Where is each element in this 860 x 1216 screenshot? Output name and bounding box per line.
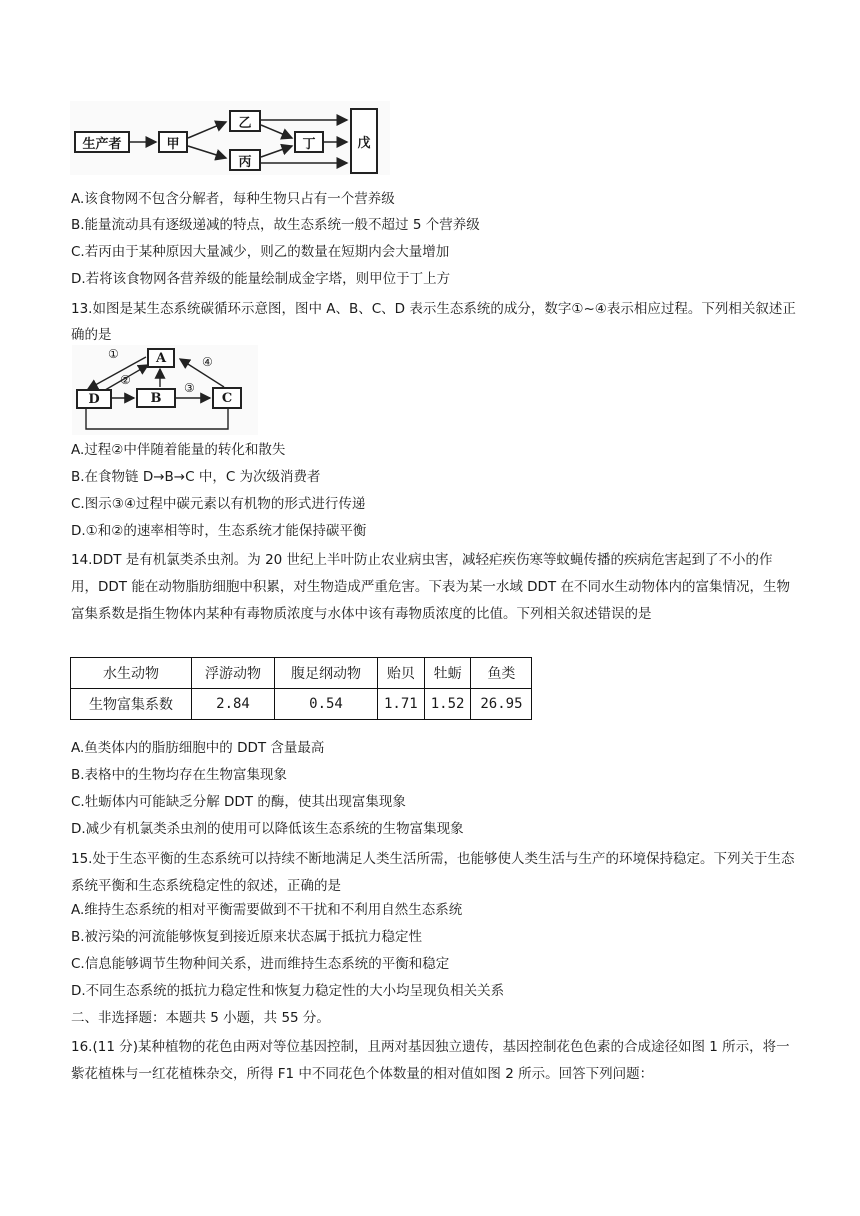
table-cell: 生物富集系数 (71, 689, 192, 720)
node-producer: 生产者 (74, 131, 130, 153)
table-cell: 腹足纲动物 (275, 658, 378, 689)
node-c: C (212, 387, 242, 409)
q14-option-a: A.鱼类体内的脂肪细胞中的 DDT 含量最高 (71, 740, 325, 756)
node-d: D (76, 389, 112, 409)
q12-option-a: A.该食物网不包含分解者，每种生物只占有一个营养级 (71, 191, 395, 207)
q13-option-c: C.图示③④过程中碳元素以有机物的形式进行传递 (71, 496, 366, 512)
q14-option-c: C.牡蛎体内可能缺乏分解 DDT 的酶，使其出现富集现象 (71, 794, 406, 810)
q13-option-a: A.过程②中伴随着能量的转化和散失 (71, 442, 286, 458)
label-p4: ④ (202, 355, 213, 369)
label-p3: ③ (184, 381, 195, 395)
node-b: B (136, 388, 176, 408)
q15-option-a: A.维持生态系统的相对平衡需要做到不干扰和不利用自然生态系统 (71, 902, 463, 918)
table-cell: 1.52 (424, 689, 471, 720)
q15-stem: 15.处于生态平衡的生态系统可以持续不断地满足人类生活所需，也能够使人类生活与生产的环境保持稳定。下列关于生态系统平衡和生态系统稳定性的叙述，正确的是 (71, 851, 795, 894)
q13-option-b: B.在食物链 D→B→C 中，C 为次级消费者 (71, 469, 321, 485)
ddt-table (70, 657, 532, 720)
label-p1: ① (108, 347, 119, 361)
node-yi: 乙 (229, 110, 261, 132)
table-header-row (71, 658, 532, 689)
table-cell: 水生动物 (71, 658, 192, 689)
carbon-cycle-diagram (72, 345, 258, 435)
table-cell: 1.71 (378, 689, 425, 720)
q13-option-d: D.①和②的速率相等时，生态系统才能保持碳平衡 (71, 523, 367, 539)
node-a: A (147, 348, 175, 368)
q16-stem: 16.(11 分)某种植物的花色由两对等位基因控制，且两对基因独立遗传，基因控制花色色素的合成途径如图 1 所示，将一紫花植株与一红花植株杂交，所得 F1 中不同花色个体数量的相对值如图 2 所示。回答下列问题： (71, 1039, 790, 1082)
node-ding: 丁 (294, 131, 324, 153)
table-cell: 牡蛎 (424, 658, 471, 689)
q15-option-c: C.信息能够调节生物种间关系，进而维持生态系统的平衡和稳定 (71, 956, 450, 972)
table-cell: 浮游动物 (192, 658, 275, 689)
q13-stem: 13.如图是某生态系统碳循环示意图，图中 A、B、C、D 表示生态系统的成分，数字①~④表示相应过程。下列相关叙述正确的是 (71, 301, 796, 343)
section-heading: 二、非选择题：本题共 5 小题，共 55 分。 (71, 1010, 330, 1026)
q15-option-d: D.不同生态系统的抵抗力稳定性和恢复力稳定性的大小均呈现负相关关系 (71, 983, 505, 999)
q15-option-b: B.被污染的河流能够恢复到接近原来状态属于抵抗力稳定性 (71, 929, 423, 945)
table-cell: 0.54 (275, 689, 378, 720)
table-cell: 2.84 (192, 689, 275, 720)
node-bing: 丙 (229, 149, 261, 171)
q14-option-b: B.表格中的生物均存在生物富集现象 (71, 767, 288, 783)
table-row (71, 689, 532, 720)
q14-stem: 14.DDT 是有机氯类杀虫剂。为 20 世纪上半叶防止农业病虫害，减轻疟疾伤寒等蚊蝇传播的疾病危害起到了不小的作用，DDT 能在动物脂肪细胞中积累，对生物造成严重危害。下表为某一水域 DDT 在不同水生动物体内的富集情况，生物富集系数是指生物体内某种有毒物质浓度与水体中该有毒物质浓度的比值。下列相关叙述错误的是 (71, 552, 790, 622)
table-cell: 贻贝 (378, 658, 425, 689)
q12-option-c: C.若丙由于某种原因大量减少，则乙的数量在短期内会大量增加 (71, 244, 450, 260)
q14-option-d: D.减少有机氯类杀虫剂的使用可以降低该生态系统的生物富集现象 (71, 821, 464, 837)
label-p2: ② (120, 373, 131, 387)
table-cell: 26.95 (471, 689, 532, 720)
table-cell: 鱼类 (471, 658, 532, 689)
node-jia: 甲 (158, 131, 188, 153)
q12-option-d: D.若将该食物网各营养级的能量绘制成金字塔，则甲位于丁上方 (71, 271, 451, 287)
node-wu: 戊 (350, 108, 378, 174)
food-web-diagram (70, 101, 390, 175)
q12-option-b: B.能量流动具有逐级递减的特点，故生态系统一般不超过 5 个营养级 (71, 217, 480, 233)
